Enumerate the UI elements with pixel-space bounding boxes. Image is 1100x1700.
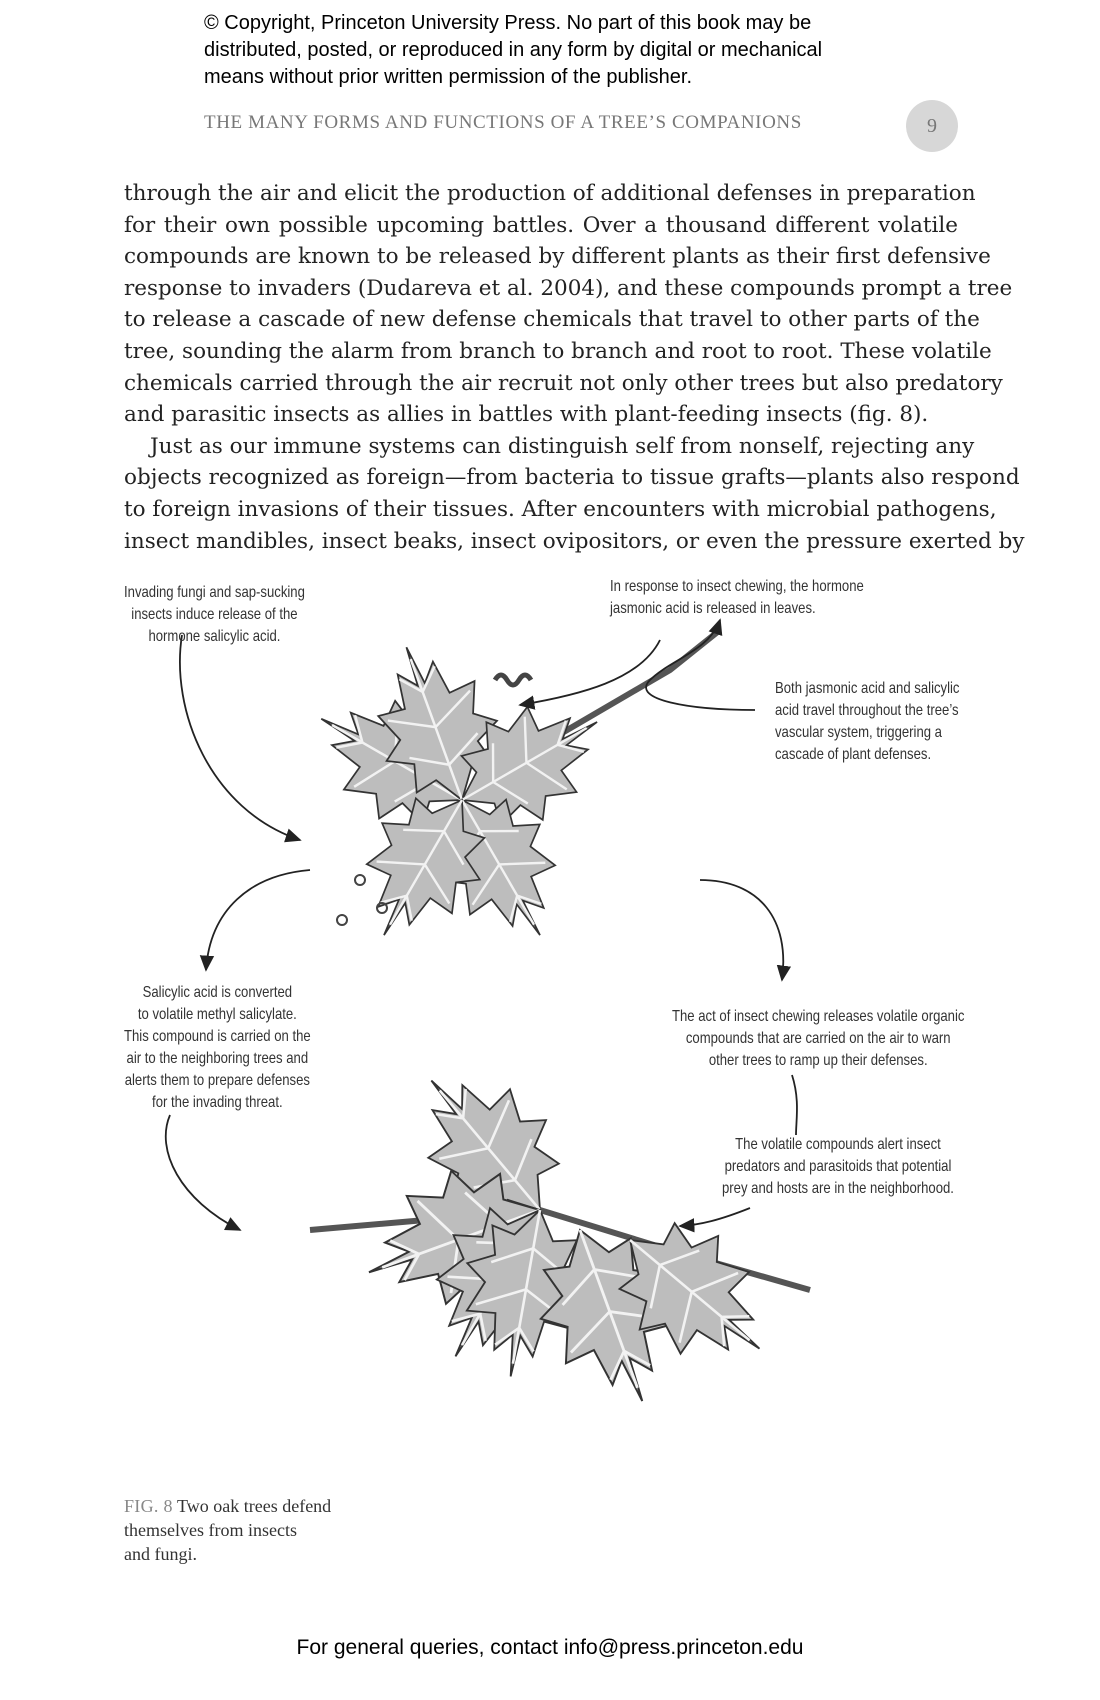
text-line: compounds are known to be released by different plants as their first defensive xyxy=(124,244,991,270)
arrow xyxy=(520,640,660,705)
copyright-notice xyxy=(204,10,924,91)
text-line: response to invaders (Dudareva et al. 2004), and these compounds prompt a tree xyxy=(124,275,1013,301)
text-line: and parasitic insects as allies in battles with plant-feeding insects (fig. 8). xyxy=(124,402,929,428)
arrow xyxy=(206,870,310,970)
lower-oak-branch xyxy=(310,1040,810,1424)
annotation-methyl-salicylate xyxy=(124,982,311,1114)
arrow xyxy=(680,1208,750,1226)
annotation-line: compounds that are carried on the air to warn xyxy=(685,1030,951,1047)
annotation-line: The volatile compounds alert insect xyxy=(735,1136,941,1153)
caption-line: themselves from insects xyxy=(124,1520,297,1540)
text-line: insect mandibles, insect beaks, insect ovipositors, or even the pressure exerted by xyxy=(124,528,1025,554)
copyright-line: distributed, posted, or reproduced in any form by digital or mechanical xyxy=(204,39,823,61)
annotation-fungi xyxy=(124,582,305,648)
annotation-line: other trees to ramp up their defenses. xyxy=(708,1052,928,1069)
caption-line: and fungi. xyxy=(124,1544,197,1564)
caterpillar-icon xyxy=(495,675,531,685)
annotation-line: alerts them to prepare defenses xyxy=(124,1072,310,1089)
fungal-spot xyxy=(355,875,365,885)
arrow xyxy=(180,635,300,840)
annotation-line: vascular system, triggering a xyxy=(775,724,942,741)
annotation-line: The act of insect chewing releases volatile organic xyxy=(672,1008,965,1025)
annotation-vascular-system xyxy=(775,678,960,766)
fungal-spot xyxy=(337,915,347,925)
annotation-line: prey and hosts are in the neighborhood. xyxy=(722,1180,954,1197)
annotation-line: air to the neighboring trees and xyxy=(126,1050,309,1067)
annotation-volatile-compounds xyxy=(672,1006,964,1072)
oak-illustration-figure xyxy=(110,578,990,1570)
annotation-line: hormone salicylic acid. xyxy=(148,628,281,645)
caption-line xyxy=(124,1494,331,1518)
annotation-line: This compound is carried on the xyxy=(124,1028,311,1045)
annotation-line: cascade of plant defenses. xyxy=(775,746,932,763)
paragraph xyxy=(124,178,1013,431)
figure-caption xyxy=(124,1494,331,1566)
annotation-line: Invading fungi and sap-sucking xyxy=(124,584,305,601)
annotation-line: jasmonic acid is released in leaves. xyxy=(610,600,816,617)
footer-contact: For general queries, contact info@press.princeton.edu xyxy=(296,1636,804,1659)
arrow xyxy=(166,1115,240,1230)
text-line: tree, sounding the alarm from branch to branch and root to root. These volatile xyxy=(124,338,992,364)
annotation-line: insects induce release of the xyxy=(131,606,298,623)
arrow xyxy=(792,1075,797,1135)
body-text xyxy=(124,178,1025,557)
paragraph xyxy=(124,431,1025,557)
annotation-line: predators and parasitoids that potential xyxy=(724,1158,952,1175)
text-line: Just as our immune systems can distinguish self from nonself, rejecting any xyxy=(150,433,975,459)
text-line: to foreign invasions of their tissues. After encounters with microbial pathogens, xyxy=(124,496,997,522)
text-line: chemicals carried through the air recruit not only other trees but also predatory xyxy=(124,370,1003,396)
copyright-line: © Copyright, Princeton University Press. No part of this book may be xyxy=(204,12,812,34)
caption-text: Two oak trees defend xyxy=(177,1496,332,1516)
copyright-line: means without prior written permission of the publisher. xyxy=(204,66,693,88)
text-line: to release a cascade of new defense chemicals that travel to other parts of the xyxy=(124,307,980,333)
page-number: 9 xyxy=(906,100,958,152)
text-line: through the air and elicit the production of additional defenses in preparation xyxy=(124,181,976,206)
upper-oak-branch xyxy=(293,627,720,964)
annotation-line: Both jasmonic acid and salicylic xyxy=(775,680,960,697)
text-line: for their own possible upcoming battles. Over a thousand different volatile xyxy=(124,212,958,238)
annotation-predators xyxy=(722,1134,954,1200)
annotation-line: Salicylic acid is converted xyxy=(142,984,293,1001)
running-title: THE MANY FORMS AND FUNCTIONS OF A TREE’S COMPANIONS xyxy=(204,112,802,133)
figure-label: FIG. 8 xyxy=(124,1496,173,1516)
text-line: objects recognized as foreign—from bacteria to tissue grafts—plants also respond xyxy=(124,465,1020,491)
annotation-line: acid travel throughout the tree’s xyxy=(775,702,959,719)
annotation-line: for the invading threat. xyxy=(152,1094,283,1111)
annotation-line: to volatile methyl salicylate. xyxy=(137,1006,297,1023)
annotation-line: In response to insect chewing, the hormone xyxy=(610,578,864,595)
arrow xyxy=(646,620,755,710)
annotation-insect-chewing xyxy=(610,576,864,620)
arrow xyxy=(700,880,783,980)
